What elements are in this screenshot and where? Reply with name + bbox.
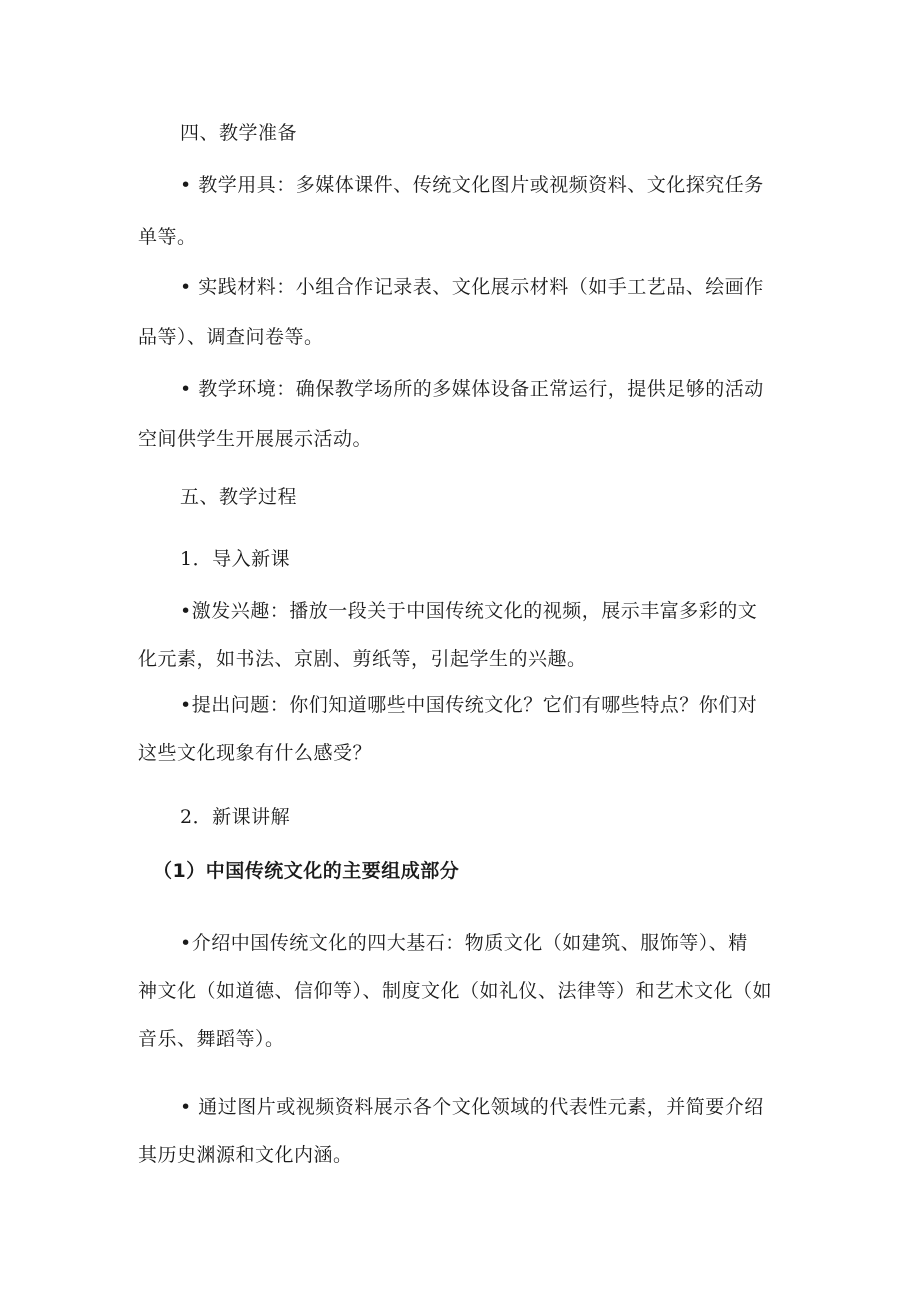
interest-line-2: 化元素，如书法、京剧、剪纸等，引起学生的兴趣。 [138, 648, 587, 670]
question-line-1: •提出问题：你们知道哪些中国传统文化？它们有哪些特点？你们对 [180, 694, 758, 716]
prep-tools-line-1: • 教学用具：多媒体课件、传统文化图片或视频资料、文化探究任务 [180, 174, 764, 196]
media-line-2: 其历史渊源和文化内涵。 [138, 1144, 353, 1166]
step-heading-intro: 1．导入新课 [180, 548, 291, 570]
media-line-1: • 通过图片或视频资料展示各个文化领域的代表性元素，并简要介绍 [180, 1096, 764, 1118]
section-heading-process: 五、教学过程 [180, 486, 298, 508]
pillars-line-2: 神文化（如道德、信仰等）、制度文化（如礼仪、法律等）和艺术文化（如 [138, 980, 773, 1002]
prep-env-line-2: 空间供学生开展展示活动。 [138, 428, 373, 450]
prep-tools-line-2: 单等。 [138, 226, 197, 248]
subsection-heading-components: （1）中国传统文化的主要组成部分 [153, 860, 460, 882]
section-heading-prep: 四、教学准备 [180, 122, 298, 144]
question-line-2: 这些文化现象有什么感受？ [138, 742, 373, 764]
prep-materials-line-2: 品等）、调查问卷等。 [138, 326, 324, 348]
step-heading-lecture: 2．新课讲解 [180, 806, 291, 828]
prep-materials-line-1: • 实践材料：小组合作记录表、文化展示材料（如手工艺品、绘画作 [180, 276, 764, 298]
pillars-line-1: •介绍中国传统文化的四大基石：物质文化（如建筑、服饰等）、精 [180, 932, 748, 954]
pillars-line-3: 音乐、舞蹈等）。 [138, 1028, 285, 1050]
prep-env-line-1: • 教学环境：确保教学场所的多媒体设备正常运行，提供足够的活动 [180, 378, 764, 400]
interest-line-1: •激发兴趣：播放一段关于中国传统文化的视频，展示丰富多彩的文 [180, 600, 758, 622]
